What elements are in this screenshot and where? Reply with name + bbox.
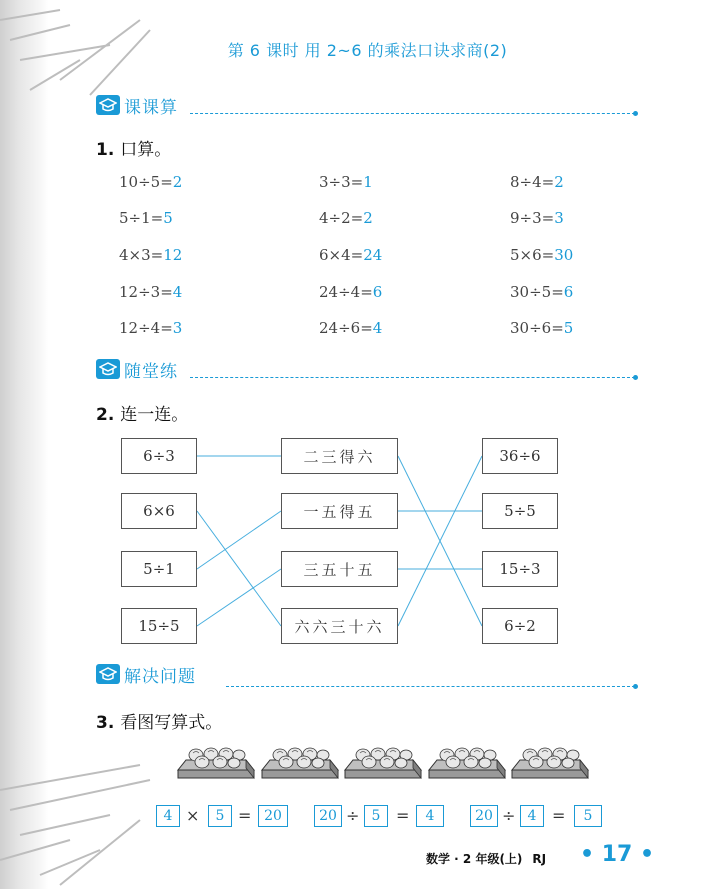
operator: ÷ <box>502 806 516 825</box>
problem-answer[interactable]: 3 <box>554 209 564 227</box>
bun-tray-icon <box>343 742 423 784</box>
left-expression-box[interactable]: 6×6 <box>121 493 197 529</box>
problem-expression: 30÷6= <box>510 319 564 337</box>
problem-answer[interactable]: 30 <box>554 246 574 264</box>
left-expression-box[interactable]: 15÷5 <box>121 608 197 644</box>
problem-expression: 4×3= <box>119 246 164 264</box>
problem-answer[interactable]: 24 <box>363 246 383 264</box>
match-line <box>197 511 281 569</box>
question-number: 2. <box>96 405 115 425</box>
match-line <box>197 511 281 626</box>
question-3-heading <box>96 708 222 733</box>
left-expression-box[interactable]: 6÷3 <box>121 438 197 474</box>
page-number: • 17 • <box>580 842 655 867</box>
section-label: 随堂练 <box>124 361 178 382</box>
problem-expression: 24÷4= <box>319 283 373 301</box>
bun-tray-icon <box>176 742 256 784</box>
problem-answer[interactable]: 2 <box>172 173 183 191</box>
problem-answer[interactable]: 1 <box>363 173 373 191</box>
problem-answer[interactable]: 12 <box>163 246 183 264</box>
answer-box[interactable]: 5 <box>364 805 388 827</box>
problem-expression: 5×6= <box>510 246 555 264</box>
problem-answer[interactable]: 2 <box>363 209 373 227</box>
answer-box[interactable]: 20 <box>314 805 342 827</box>
bun-tray-icon <box>260 742 340 784</box>
problem-expression: 8÷4= <box>510 173 555 191</box>
question-text: 连一连。 <box>120 405 189 425</box>
left-expression-box[interactable]: 5÷1 <box>121 551 197 587</box>
page-footer <box>426 850 546 867</box>
section-header-problems <box>96 663 196 685</box>
problem-answer[interactable]: 3 <box>172 319 183 337</box>
problem-answer[interactable]: 5 <box>563 319 574 337</box>
problem-expression: 6×4= <box>319 246 364 264</box>
question-number: 3. <box>96 713 115 733</box>
problem-answer[interactable]: 6 <box>372 283 383 301</box>
answer-box[interactable]: 4 <box>156 805 180 827</box>
lesson-title: 第 6 课时 用 2~6 的乘法口诀求商(2) <box>227 41 508 60</box>
problem-expression: 30÷5= <box>510 283 564 301</box>
section-divider <box>226 686 635 687</box>
match-line <box>197 569 281 626</box>
question-text: 看图写算式。 <box>120 713 223 733</box>
operator: = <box>238 806 252 825</box>
problem-answer[interactable]: 2 <box>554 173 564 191</box>
section-label: 解决问题 <box>124 666 196 687</box>
problem-answer[interactable]: 6 <box>563 283 574 301</box>
problem-answer[interactable]: 4 <box>172 283 183 301</box>
answer-box[interactable]: 20 <box>470 805 498 827</box>
multiplication-rhyme-box[interactable]: 三五十五 <box>281 551 398 587</box>
right-expression-box[interactable]: 15÷3 <box>482 551 558 587</box>
problem-expression: 24÷6= <box>319 319 373 337</box>
problem-expression: 4÷2= <box>319 209 364 227</box>
problem-expression: 12÷4= <box>119 319 173 337</box>
problem-expression: 5÷1= <box>119 209 164 227</box>
right-expression-box[interactable]: 5÷5 <box>482 493 558 529</box>
right-expression-box[interactable]: 36÷6 <box>482 438 558 474</box>
right-expression-box[interactable]: 6÷2 <box>482 608 558 644</box>
problem-expression: 10÷5= <box>119 173 173 191</box>
multiplication-rhyme-box[interactable]: 二三得六 <box>281 438 398 474</box>
operator: = <box>396 806 410 825</box>
question-text: 口算。 <box>120 140 172 160</box>
answer-box[interactable]: 4 <box>520 805 544 827</box>
multiplication-rhyme-box[interactable]: 一五得五 <box>281 493 398 529</box>
divider-dot <box>633 684 638 689</box>
answer-box[interactable]: 5 <box>208 805 232 827</box>
problem-expression: 3÷3= <box>319 173 364 191</box>
bun-tray-icon <box>510 742 590 784</box>
question-number: 1. <box>96 140 115 160</box>
section-label: 课课算 <box>124 97 178 118</box>
multiplication-rhyme-box[interactable]: 六六三十六 <box>281 608 398 644</box>
bun-tray-icon <box>427 742 507 784</box>
answer-box[interactable]: 20 <box>258 805 288 827</box>
footer-edition: RJ <box>532 852 547 866</box>
answer-box[interactable]: 5 <box>574 805 602 827</box>
operator: ÷ <box>346 806 360 825</box>
problem-expression: 12÷3= <box>119 283 173 301</box>
problem-answer[interactable]: 5 <box>163 209 173 227</box>
operator: × <box>186 806 200 825</box>
operator: = <box>552 806 566 825</box>
footer-subject: 数学 · 2 年级(上) <box>426 852 523 866</box>
graduation-cap-icon <box>96 664 120 684</box>
problem-answer[interactable]: 4 <box>372 319 383 337</box>
answer-box[interactable]: 4 <box>416 805 444 827</box>
problem-expression: 9÷3= <box>510 209 555 227</box>
